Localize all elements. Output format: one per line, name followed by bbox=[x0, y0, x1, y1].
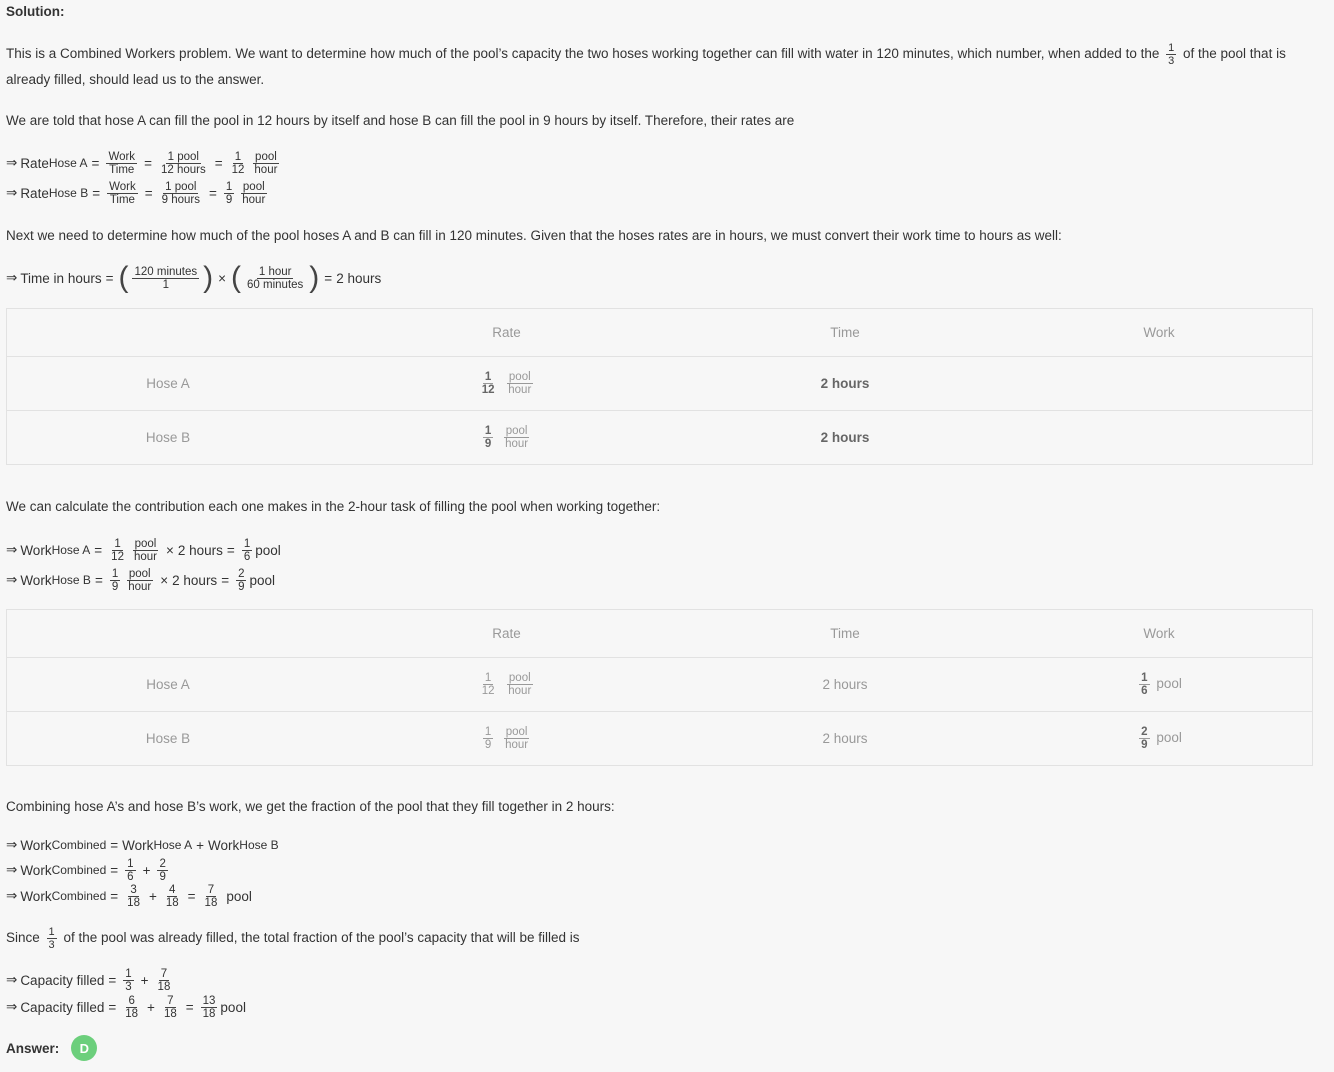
capacity-equation-1: ⇒ Capacity filled = $\frac{1}{3}$ + $\frac{7}{18}$ bbox=[6, 967, 171, 993]
rate-time-work-table bbox=[6, 609, 1313, 766]
answer-label: Answer: bbox=[6, 1040, 60, 1056]
answer-row bbox=[6, 1035, 97, 1061]
rates-intro: We are told that hose A can fill the pool in 12 hours by itself and hose B can fill the pool in 9 hours by itself. Therefore, their rates are bbox=[6, 113, 795, 128]
table-row bbox=[7, 712, 1313, 766]
combined-equation-3: ⇒ Work Combined = $\frac{3}{18}$ + $\frac{4}{18}$ = $\frac{7}{18}$ pool bbox=[6, 883, 252, 909]
row-label: Hose A bbox=[7, 658, 330, 712]
work-cell: $\frac{1}{6}$ pool bbox=[1006, 658, 1313, 712]
intro-text-2: of the pool that is already filled, should lead us to the answer. bbox=[6, 46, 1286, 87]
solution-heading: Solution: bbox=[6, 4, 65, 19]
time-cell: 2 hours bbox=[684, 658, 1006, 712]
rate-cell: $\frac{1}{12}$ $\frac{\text{pool}}{\text{hour}}$ bbox=[329, 658, 684, 712]
header-work: Work bbox=[1006, 610, 1313, 658]
row-label: Hose A bbox=[7, 357, 330, 411]
table-row bbox=[7, 411, 1313, 465]
header-rate: Rate bbox=[329, 610, 684, 658]
intro-fraction: $\frac{1}{3}$ bbox=[1168, 41, 1175, 67]
intro-text-1: This is a Combined Workers problem. We want to determine how much of the pool’s capacity the two hoses working together can fill with water in 120 minutes, which number, when added to the bbox=[6, 46, 1160, 61]
rate-b-equation: ⇒ Rate Hose B = $\frac{\text{Work}}{\text{Time}}$ = $\frac{\text{1 pool}}{\text{9 hours}}$ = $\frac{1}{9}$ $\frac{\text{pool}}{\text{hour}}$ bbox=[6, 180, 266, 206]
combined-equation-1: ⇒ Work Combined = Work Hose A + Work Hose B bbox=[6, 837, 279, 853]
combine-intro: Combining hose A’s and hose B’s work, we get the fraction of the pool that they fill together in 2 hours: bbox=[6, 799, 615, 814]
time-equation: ⇒ Time in hours = ( $\frac{\text{120 minutes}}{1}$ ) × ( $\frac{\text{1 hour}}{\text{60 minutes}}$ ) = 2 hours bbox=[6, 261, 382, 294]
time-cell: 2 hours bbox=[684, 357, 1006, 411]
convert-intro: Next we need to determine how much of the pool hoses A and B can fill in 120 minutes. Given that the hoses rates are in hours, we must convert their work time to hours as well: bbox=[6, 228, 1062, 243]
contribution-intro: We can calculate the contribution each one makes in the 2-hour task of filling the pool when working together: bbox=[6, 499, 661, 514]
combined-equation-2: ⇒ Work Combined = $\frac{1}{6}$ + $\frac{2}{9}$ bbox=[6, 857, 166, 883]
header-time: Time bbox=[684, 309, 1006, 357]
capacity-equation-2: ⇒ Capacity filled = $\frac{6}{18}$ + $\frac{7}{18}$ = $\frac{13}{18}$ pool bbox=[6, 994, 246, 1020]
rate-cell: $\frac{1}{9}$ $\frac{\text{pool}}{\text{hour}}$ bbox=[329, 712, 684, 766]
work-cell bbox=[1006, 357, 1313, 411]
time-cell: 2 hours bbox=[684, 411, 1006, 465]
time-cell: 2 hours bbox=[684, 712, 1006, 766]
header-work: Work bbox=[1006, 309, 1313, 357]
rate-time-table bbox=[6, 308, 1313, 465]
rate-cell: $\frac{1}{9}$ $\frac{\text{pool}}{\text{hour}}$ bbox=[329, 411, 684, 465]
work-b-equation: ⇒ Work Hose B = $\frac{1}{9}$ $\frac{\text{pool}}{\text{hour}}$ × 2 hours = $\frac{2}{9}$ pool bbox=[6, 567, 276, 593]
work-cell bbox=[1006, 411, 1313, 465]
table-row bbox=[7, 357, 1313, 411]
table-row bbox=[7, 658, 1313, 712]
header-time: Time bbox=[684, 610, 1006, 658]
work-cell: $\frac{2}{9}$ pool bbox=[1006, 712, 1313, 766]
header-rate: Rate bbox=[329, 309, 684, 357]
intro-paragraph bbox=[6, 41, 1321, 92]
rate-a-equation: ⇒ Rate Hose A = $\frac{\text{Work}}{\text{Time}}$ = $\frac{\text{1 pool}}{\text{12 hours}}$ = $\frac{1}{12}$ $\frac{\text{pool}}{\text{hour}}$ bbox=[6, 150, 278, 176]
row-label: Hose B bbox=[7, 712, 330, 766]
answer-badge: D bbox=[71, 1035, 97, 1061]
since-paragraph: Since $\frac{1}{3}$ of the pool was already filled, the total fraction of the pool’s capacity that will be filled is bbox=[6, 925, 580, 951]
row-label: Hose B bbox=[7, 411, 330, 465]
rate-cell: $\frac{1}{12}$ $\frac{\text{pool}}{\text{hour}}$ bbox=[329, 357, 684, 411]
work-a-equation: ⇒ Work Hose A = $\frac{1}{12}$ $\frac{\text{pool}}{\text{hour}}$ × 2 hours = $\frac{1}{6}$ pool bbox=[6, 537, 281, 563]
